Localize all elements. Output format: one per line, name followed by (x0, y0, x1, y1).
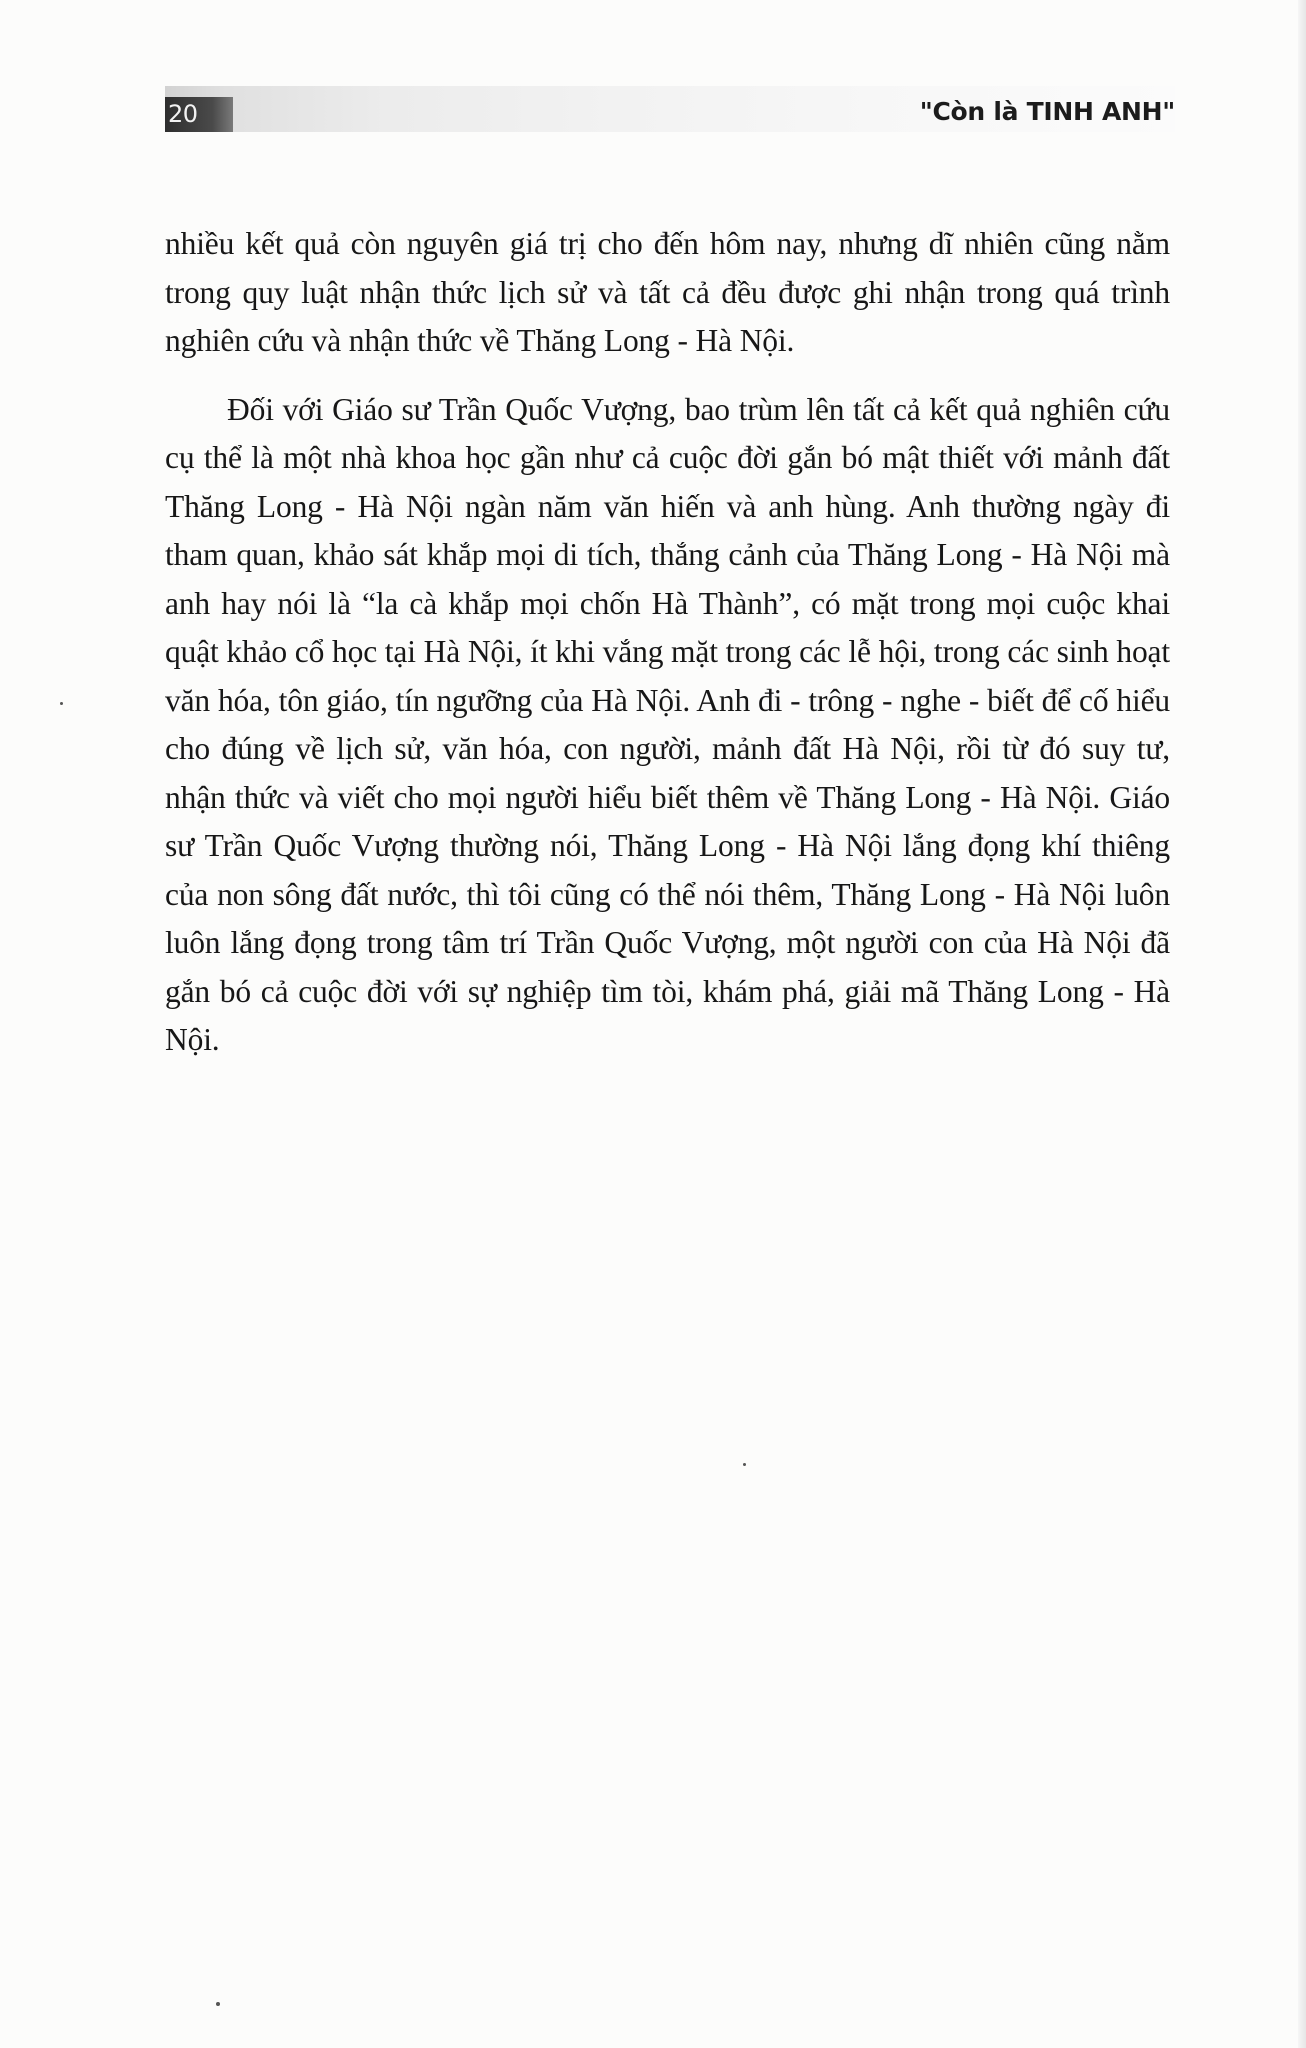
scan-speck (216, 2002, 220, 2006)
paragraph-continuation: nhiều kết quả còn nguyên giá trị cho đến hôm nay, nhưng dĩ nhiên cũng nằm trong quy luật nhận thức lịch sử và tất cả đều được ghi nhận trong quá trình nghiên cứu và nhận thức về Thăng Long - Hà Nội. (165, 226, 1170, 358)
paragraph-tran-quoc-vuong: Đối với Giáo sư Trần Quốc Vượng, bao trùm lên tất cả kết quả nghiên cứu cụ thể là một nhà khoa học gần như cả cuộc đời gắn bó mật thiết với mảnh đất Thăng Long - Hà Nội ngàn năm văn hiến và anh hùng. Anh thường ngày đi tham quan, khảo sát khắp mọi di tích, thắng cảnh của Thăng Long - Hà Nội mà anh hay nói là “la cà khắp mọi chốn Hà Thành”, có mặt trong mọi cuộc khai quật khảo cổ học tại Hà Nội, ít khi vắng mặt trong các lễ hội, trong các sinh hoạt văn hóa, tôn giáo, tín ngưỡng của Hà Nội. Anh đi - trông - nghe - biết để cố hiểu cho đúng về lịch sử, văn hóa, con người, mảnh đất Hà Nội, rồi từ đó suy tư, nhận thức và viết cho mọi người hiểu biết thêm về Thăng Long - Hà Nội. Giáo sư Trần Quốc Vượng thường nói, Thăng Long - Hà Nội lắng đọng khí thiêng của non sông đất nước, thì tôi cũng có thể nói thêm, Thăng Long - Hà Nội luôn luôn lắng đọng trong tâm trí Trần Quốc Vượng, một người con của Hà Nội đã gắn bó cả cuộc đời với sự nghiệp tìm tòi, khám phá, giải mã Thăng Long - Hà Nội. (165, 391, 1170, 1057)
page-number: 20 (165, 97, 233, 132)
body-text (165, 220, 1170, 1065)
scan-speck (60, 702, 63, 705)
scan-speck (743, 1463, 746, 1466)
running-title: "Còn là TINH ANH" (919, 97, 1175, 126)
page-scan-edge (1298, 0, 1306, 2048)
